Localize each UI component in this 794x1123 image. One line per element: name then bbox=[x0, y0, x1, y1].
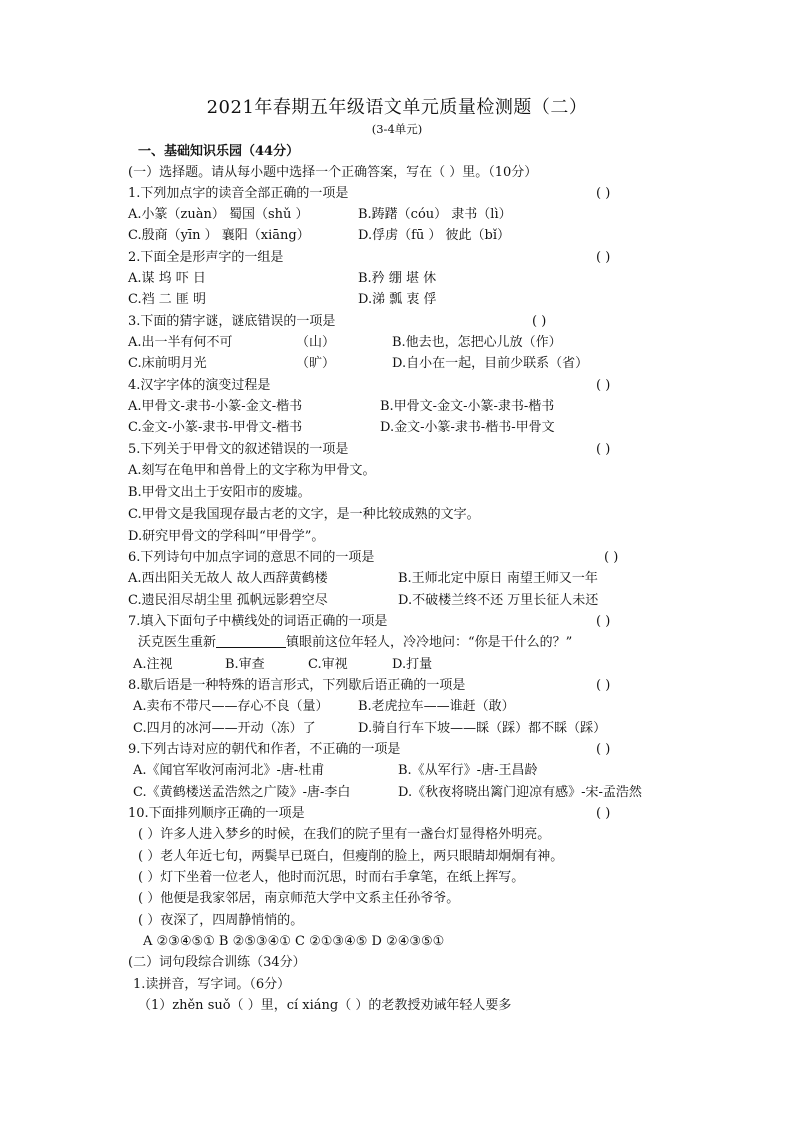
q7-answer-paren[interactable]: ( ) bbox=[596, 614, 611, 629]
q4-stem: 4.汉字字体的演变过程是 bbox=[128, 378, 271, 393]
q3-option-a: A.出一半有何不可 bbox=[128, 335, 233, 350]
q8-option-c: C.四月的冰河——开动（冻）了 bbox=[133, 721, 316, 736]
part2-heading: (二）词句段综合训练（34分） bbox=[128, 955, 306, 970]
q11-stem: 1.读拼音，写字词。（6分） bbox=[133, 977, 291, 992]
q6-answer-paren[interactable]: ( ) bbox=[604, 550, 619, 565]
q4-answer-paren[interactable]: ( ) bbox=[596, 378, 611, 393]
q5-option-c: C.甲骨文是我国现存最古老的文字，是一种比较成熟的文字。 bbox=[128, 507, 480, 522]
q8-option-d: D.骑自行车下坡——睬（踩）都不睬（踩） bbox=[358, 721, 607, 736]
q9-stem: 9.下列古诗对应的朝代和作者，不正确的一项是 bbox=[128, 742, 401, 757]
q9-answer-paren[interactable]: ( ) bbox=[596, 742, 611, 757]
q5-option-a: A.刻写在龟甲和兽骨上的文字称为甲骨文。 bbox=[128, 463, 376, 478]
q6-stem: 6.下列诗句中加点字词的意思不同的一项是 bbox=[128, 550, 375, 565]
q5-option-b: B.甲骨文出土于安阳市的废墟。 bbox=[128, 485, 311, 500]
q4-option-b: B.甲骨文-金文-小篆-隶书-楷书 bbox=[380, 399, 555, 414]
q7-blank[interactable] bbox=[216, 633, 286, 648]
q10-item: ( ）他便是我家邻居，南京师范大学中文系主任孙爷爷。 bbox=[138, 891, 460, 906]
q3-stem: 3.下面的猜字谜，谜底错误的一项是 bbox=[128, 314, 336, 329]
q10-item: ( ）灯下坐着一位老人，他时而沉思，时而右手拿笔，在纸上挥写。 bbox=[138, 870, 525, 885]
q8-option-a: A.卖布不带尺——存心不良（量） bbox=[133, 699, 329, 714]
q9-option-d: D.《秋夜将晓出篱门迎凉有感》-宋-孟浩然 bbox=[398, 785, 642, 800]
part1-heading: (一）选择题。请从每小题中选择一个正确答案，写在（ ）里。（10分） bbox=[128, 165, 538, 180]
q1-option-c: C.殷商（yīn ） 襄阳（xiāng） bbox=[128, 228, 310, 243]
q5-stem: 5.下列关于甲骨文的叙述错误的一项是 bbox=[128, 442, 349, 457]
page-subtitle: (3-4单元) bbox=[371, 122, 423, 136]
q9-option-a: A.《闻官军收河南河北》-唐-杜甫 bbox=[133, 763, 325, 778]
q3-option-b: B.他去也，怎把心儿放（作） bbox=[392, 335, 562, 350]
q4-option-c: C.金文-小篆-隶书-甲骨文-楷书 bbox=[128, 420, 303, 435]
q10-item: ( ）夜深了，四周静悄悄的。 bbox=[138, 913, 304, 928]
q3-option-d: D.自小在一起，目前少联系（省） bbox=[392, 356, 589, 371]
q3-option-a-answer: （山） bbox=[296, 335, 336, 350]
q4-option-a: A.甲骨文-隶书-小篆-金文-楷书 bbox=[128, 399, 303, 414]
section-heading: 一、基础知识乐园（44分） bbox=[138, 144, 300, 159]
q4-option-d: D.金文-小篆-隶书-楷书-甲骨文 bbox=[380, 420, 555, 435]
q2-option-c: C.裆 二 匪 明 bbox=[128, 292, 207, 307]
q2-option-b: B.矜 绷 堪 休 bbox=[358, 271, 437, 286]
q8-option-b: B.老虎拉车——谁赶（敢） bbox=[358, 699, 515, 714]
q1-option-b: B.踌躇（cóu） 隶书（lì） bbox=[358, 207, 512, 222]
q1-option-a: A.小篆（zuàn） 蜀国（shǔ ） bbox=[128, 207, 309, 222]
q9-option-c: C.《黄鹤楼送孟浩然之广陵》-唐-李白 bbox=[133, 785, 351, 800]
q6-option-b: B.王师北定中原日 南望王师又一年 bbox=[398, 571, 598, 586]
q7-option-b: B.审查 bbox=[225, 657, 265, 672]
q7-stem: 7.填入下面句子中横线处的词语正确的一项是 bbox=[128, 614, 388, 629]
q3-option-c-answer: （旷） bbox=[296, 356, 336, 371]
q6-option-d: D.不破楼兰终不还 万里长征人未还 bbox=[398, 593, 599, 608]
q7-sentence bbox=[138, 632, 572, 653]
q7-option-d: D.打量 bbox=[392, 657, 433, 672]
q1-stem: 1.下列加点字的读音全部正确的一项是 bbox=[128, 186, 349, 201]
q10-item: ( ）许多人进入梦乡的时候，在我们的院子里有一盏台灯显得格外明亮。 bbox=[138, 827, 551, 842]
q11-line1: （1）zhěn suǒ（ ）里，cí xiáng（ ）的老教授劝诫年轻人要多 bbox=[138, 998, 512, 1013]
page-title: 2021年春期五年级语文单元质量检测题（二） bbox=[206, 97, 588, 118]
q2-option-d: D.涕 瓢 衷 俘 bbox=[358, 292, 437, 307]
q8-stem: 8.歇后语是一种特殊的语言形式，下列歇后语正确的一项是 bbox=[128, 678, 466, 693]
q1-answer-paren[interactable]: ( ) bbox=[596, 186, 611, 201]
q2-option-a: A.谋 坞 吓 日 bbox=[128, 271, 206, 286]
q5-answer-paren[interactable]: ( ) bbox=[596, 442, 611, 457]
q5-option-d: D.研究甲骨文的学科叫“甲骨学”。 bbox=[128, 529, 325, 544]
q2-stem: 2.下面全是形声字的一组是 bbox=[128, 250, 284, 265]
q7-sentence-post: 镇眼前这位年轻人，冷冷地问：“你是干什么的？” bbox=[286, 635, 573, 650]
q10-answer-paren[interactable]: ( ) bbox=[596, 806, 611, 821]
q1-option-d: D.俘虏（fū ） 彼此（bǐ） bbox=[358, 228, 511, 243]
q10-options: A ②③④⑤① B ②⑤③④① C ②①③④⑤ D ②④③⑤① bbox=[143, 934, 445, 949]
q3-option-c: C.床前明月光 bbox=[128, 356, 207, 371]
q6-option-c: C.遗民泪尽胡尘里 孤帆远影碧空尽 bbox=[128, 593, 328, 608]
q6-option-a: A.西出阳关无故人 故人西辞黄鹤楼 bbox=[128, 571, 328, 586]
q7-option-a: A.注视 bbox=[133, 657, 173, 672]
q3-answer-paren[interactable]: ( ) bbox=[532, 314, 547, 329]
q7-sentence-pre: 沃克医生重新 bbox=[138, 635, 217, 650]
q7-option-c: C.审视 bbox=[308, 657, 348, 672]
q2-answer-paren[interactable]: ( ) bbox=[596, 250, 611, 265]
q10-stem: 10.下面排列顺序正确的一项是 bbox=[128, 806, 305, 821]
q10-item: ( ）老人年近七旬，两鬓早已斑白，但瘦削的脸上，两只眼睛却炯炯有神。 bbox=[138, 849, 564, 864]
q8-answer-paren[interactable]: ( ) bbox=[596, 678, 611, 693]
q9-option-b: B.《从军行》-唐-王昌龄 bbox=[398, 763, 538, 778]
